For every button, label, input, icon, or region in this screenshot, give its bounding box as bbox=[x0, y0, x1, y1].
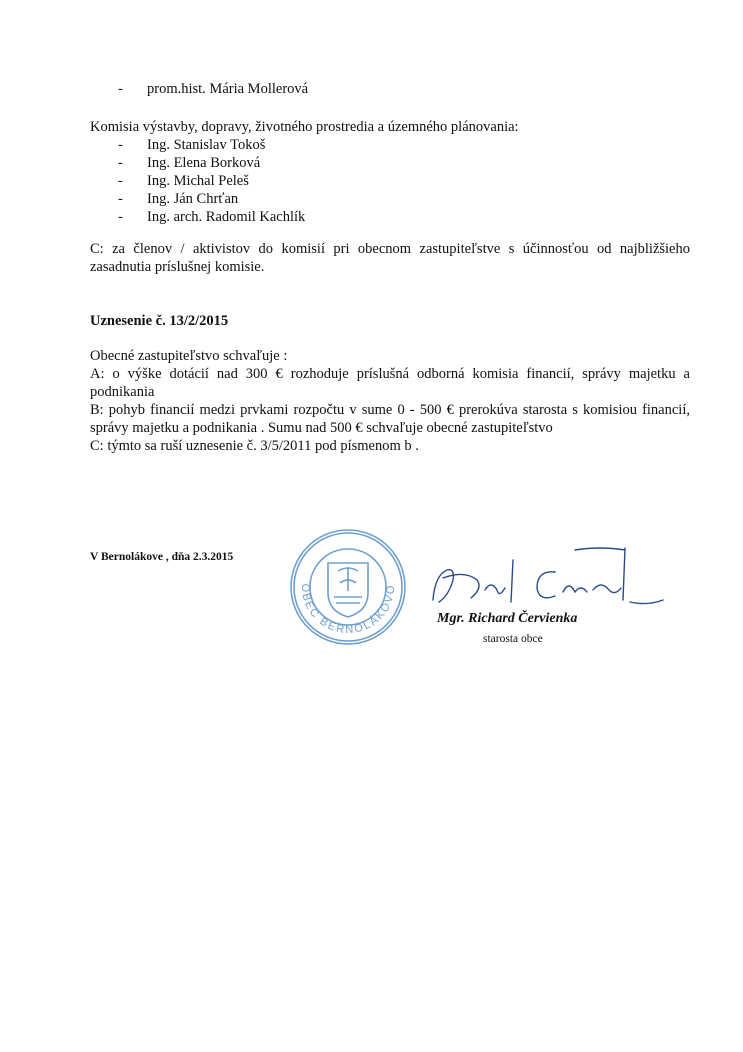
resolution-point-a: A: o výške dotácií nad 300 € rozhoduje príslušná odborná komisia financií, správy majetku a podnikania bbox=[90, 366, 690, 400]
member-name: Ing. Elena Borková bbox=[147, 155, 261, 171]
list-item bbox=[118, 136, 305, 154]
member-name: Ing. Michal Peleš bbox=[147, 173, 249, 189]
list-item bbox=[118, 172, 305, 190]
list-dash: - bbox=[118, 209, 123, 225]
list-item bbox=[118, 208, 305, 226]
resolution-point-c: C: týmto sa ruší uznesenie č. 3/5/2011 pod písmenom b . bbox=[90, 438, 419, 454]
list-item bbox=[118, 80, 308, 98]
municipal-stamp bbox=[288, 527, 408, 647]
resolution-point-b: B: pohyb financií medzi prvkami rozpočtu v sume 0 - 500 € prerokúva starosta s komisiou financií, správy majetku a podnikania . Sumu nad 500 € schvaľuje obecné zastupiteľstvo bbox=[90, 402, 690, 436]
section-c-members: C: za členov / aktivistov do komisií pri obecnom zastupiteľstve s účinnosťou od najbližšieho zasadnutia príslušnej komisie. bbox=[90, 241, 690, 275]
list-item bbox=[118, 190, 305, 208]
stamp-text: OBEC BERNOLÁKOVO bbox=[298, 583, 398, 637]
list-dash: - bbox=[118, 155, 123, 171]
member-name: Ing. arch. Radomil Kachlík bbox=[147, 209, 306, 225]
list-dash: - bbox=[118, 137, 123, 153]
resolution-heading: Uznesenie č. 13/2/2015 bbox=[90, 313, 229, 329]
signer-name: Mgr. Richard Červienka bbox=[437, 611, 578, 626]
list-dash: - bbox=[118, 191, 123, 207]
commission-member-list bbox=[118, 136, 305, 226]
member-name: prom.hist. Mária Mollerová bbox=[147, 81, 309, 97]
signature-image bbox=[425, 540, 670, 615]
list-item bbox=[118, 154, 305, 172]
resolution-intro: Obecné zastupiteľstvo schvaľuje : bbox=[90, 348, 288, 364]
top-member-list bbox=[118, 80, 308, 98]
list-dash: - bbox=[118, 173, 123, 189]
member-name: Ing. Ján Chrťan bbox=[147, 191, 239, 207]
list-dash: - bbox=[118, 81, 123, 97]
place-date: V Bernolákove , dňa 2.3.2015 bbox=[90, 551, 234, 563]
signer-role: starosta obce bbox=[483, 633, 543, 645]
member-name: Ing. Stanislav Tokoš bbox=[147, 137, 266, 153]
commission-title: Komisia výstavby, dopravy, životného prostredia a územného plánovania: bbox=[90, 119, 519, 135]
